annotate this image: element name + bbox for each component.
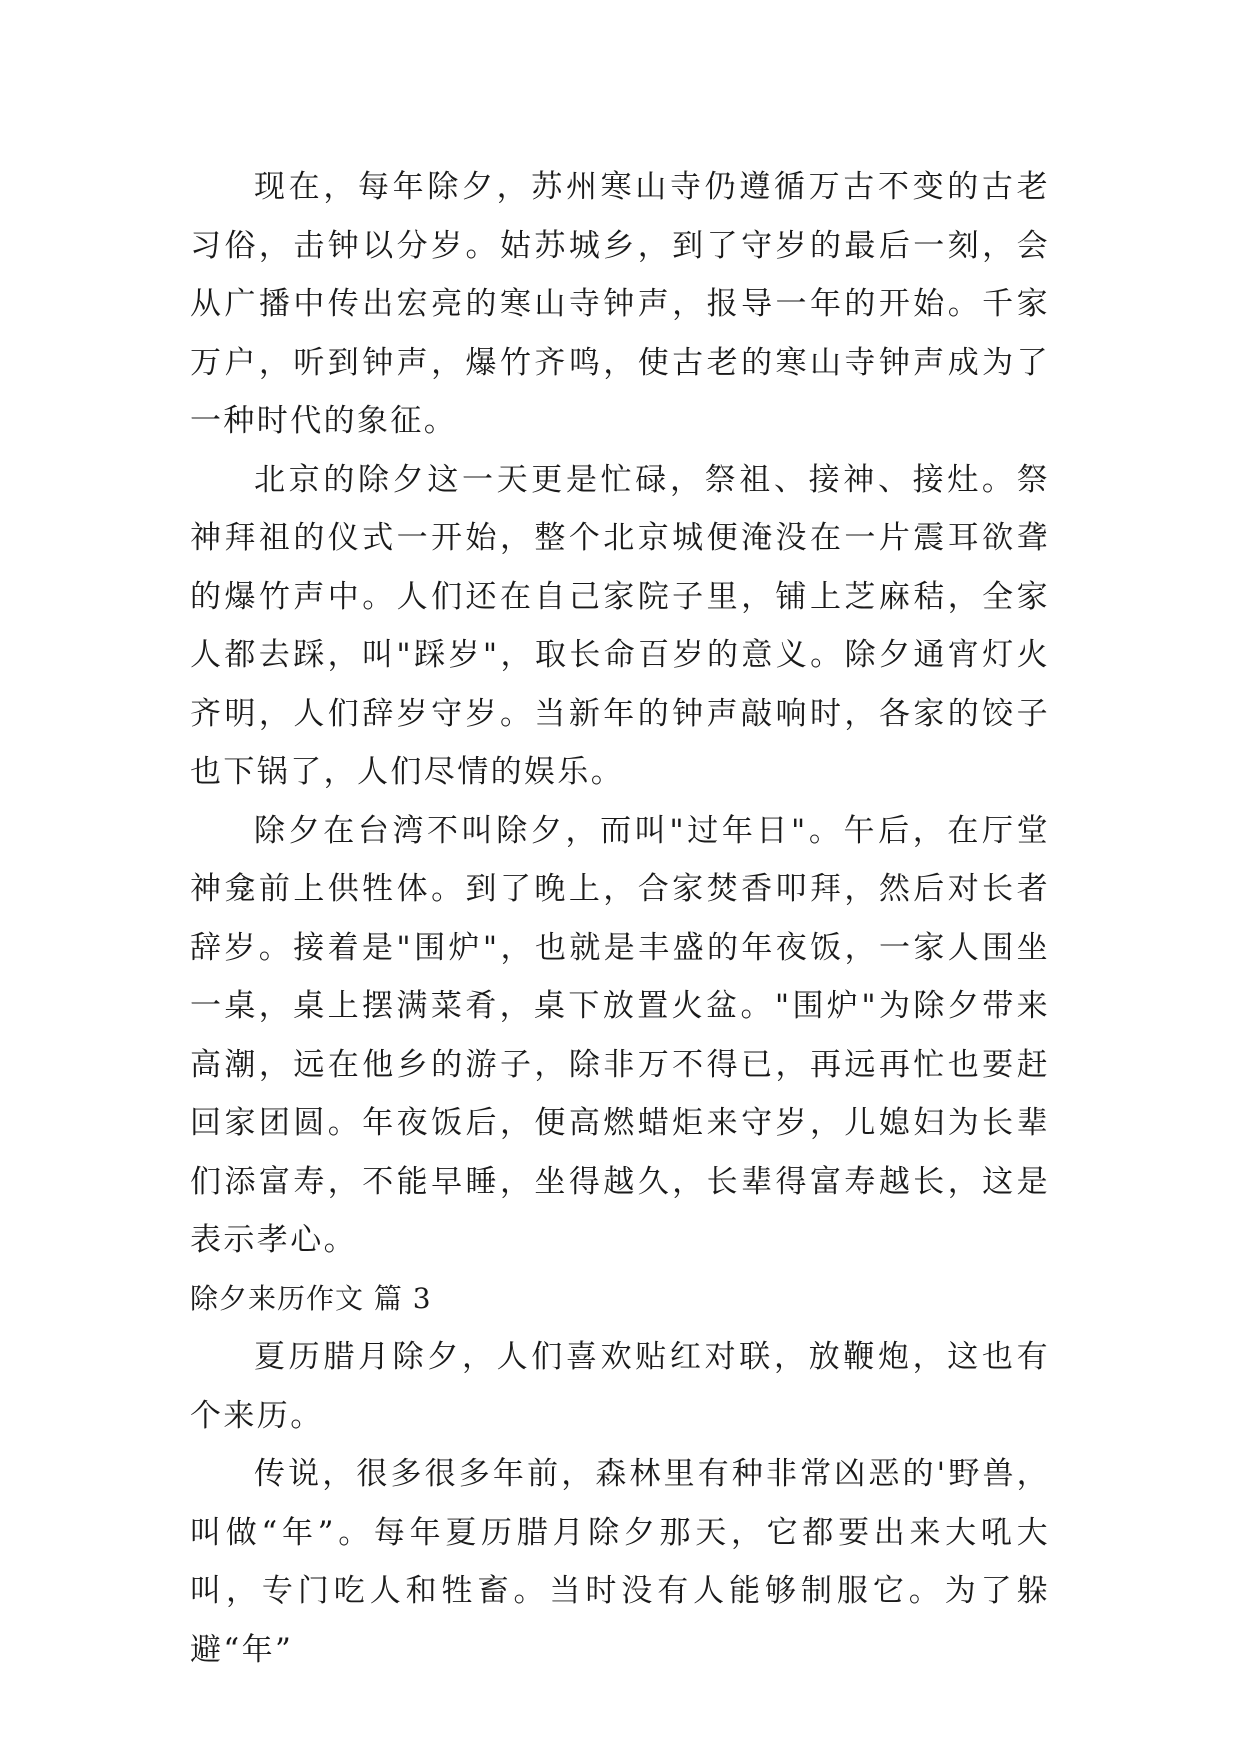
document-page: [190, 158, 1050, 1679]
paragraph-nian-legend: 传说，很多很多年前，森林里有种非常凶恶的'野兽，叫做“年”。每年夏历腊月除夕那天，它都要出来大吼大叫，专门吃人和牲畜。当时没有人能够制服它。为了躲避“年”: [190, 1456, 1050, 1668]
paragraph-suzhou-hanshan-temple: 现在，每年除夕，苏州寒山寺仍遵循万古不变的古老习俗，击钟以分岁。姑苏城乡，到了守岁的最后一刻，会从广播中传出宏亮的寒山寺钟声，报导一年的开始。千家万户，听到钟声，爆竹齐鸣，使古老的寒山寺钟声成为了一种时代的象征。: [190, 169, 1050, 439]
paragraph-couplets-firecrackers: 夏历腊月除夕，人们喜欢贴红对联，放鞭炮，这也有个来历。: [190, 1339, 1050, 1434]
section-heading: 除夕来历作文 篇 3: [190, 1281, 432, 1315]
paragraph-taiwan-new-year-eve: 除夕在台湾不叫除夕，而叫"过年日"。午后，在厅堂神龛前上供牲体。到了晚上，合家焚香叩拜，然后对长者辞岁。接着是"围炉"，也就是丰盛的年夜饭，一家人围坐一桌，桌上摆满菜肴，桌下放置火盆。"围炉"为除夕带来高潮，远在他乡的游子，除非万不得已，再远再忙也要赶回家团圆。年夜饭后，便高燃蜡炬来守岁，儿媳妇为长辈们添富寿，不能早睡，坐得越久，长辈得富寿越长，这是表示孝心。: [190, 812, 1050, 1258]
paragraph-beijing-new-year-eve: 北京的除夕这一天更是忙碌，祭祖、接神、接灶。祭神拜祖的仪式一开始，整个北京城便淹没在一片震耳欲聋的爆竹声中。人们还在自己家院子里，铺上芝麻秸，全家人都去踩，叫"踩岁"，取长命百岁的意义。除夕通宵灯火齐明，人们辞岁守岁。当新年的钟声敲响时，各家的饺子也下锅了，人们尽情的娱乐。: [190, 461, 1050, 790]
